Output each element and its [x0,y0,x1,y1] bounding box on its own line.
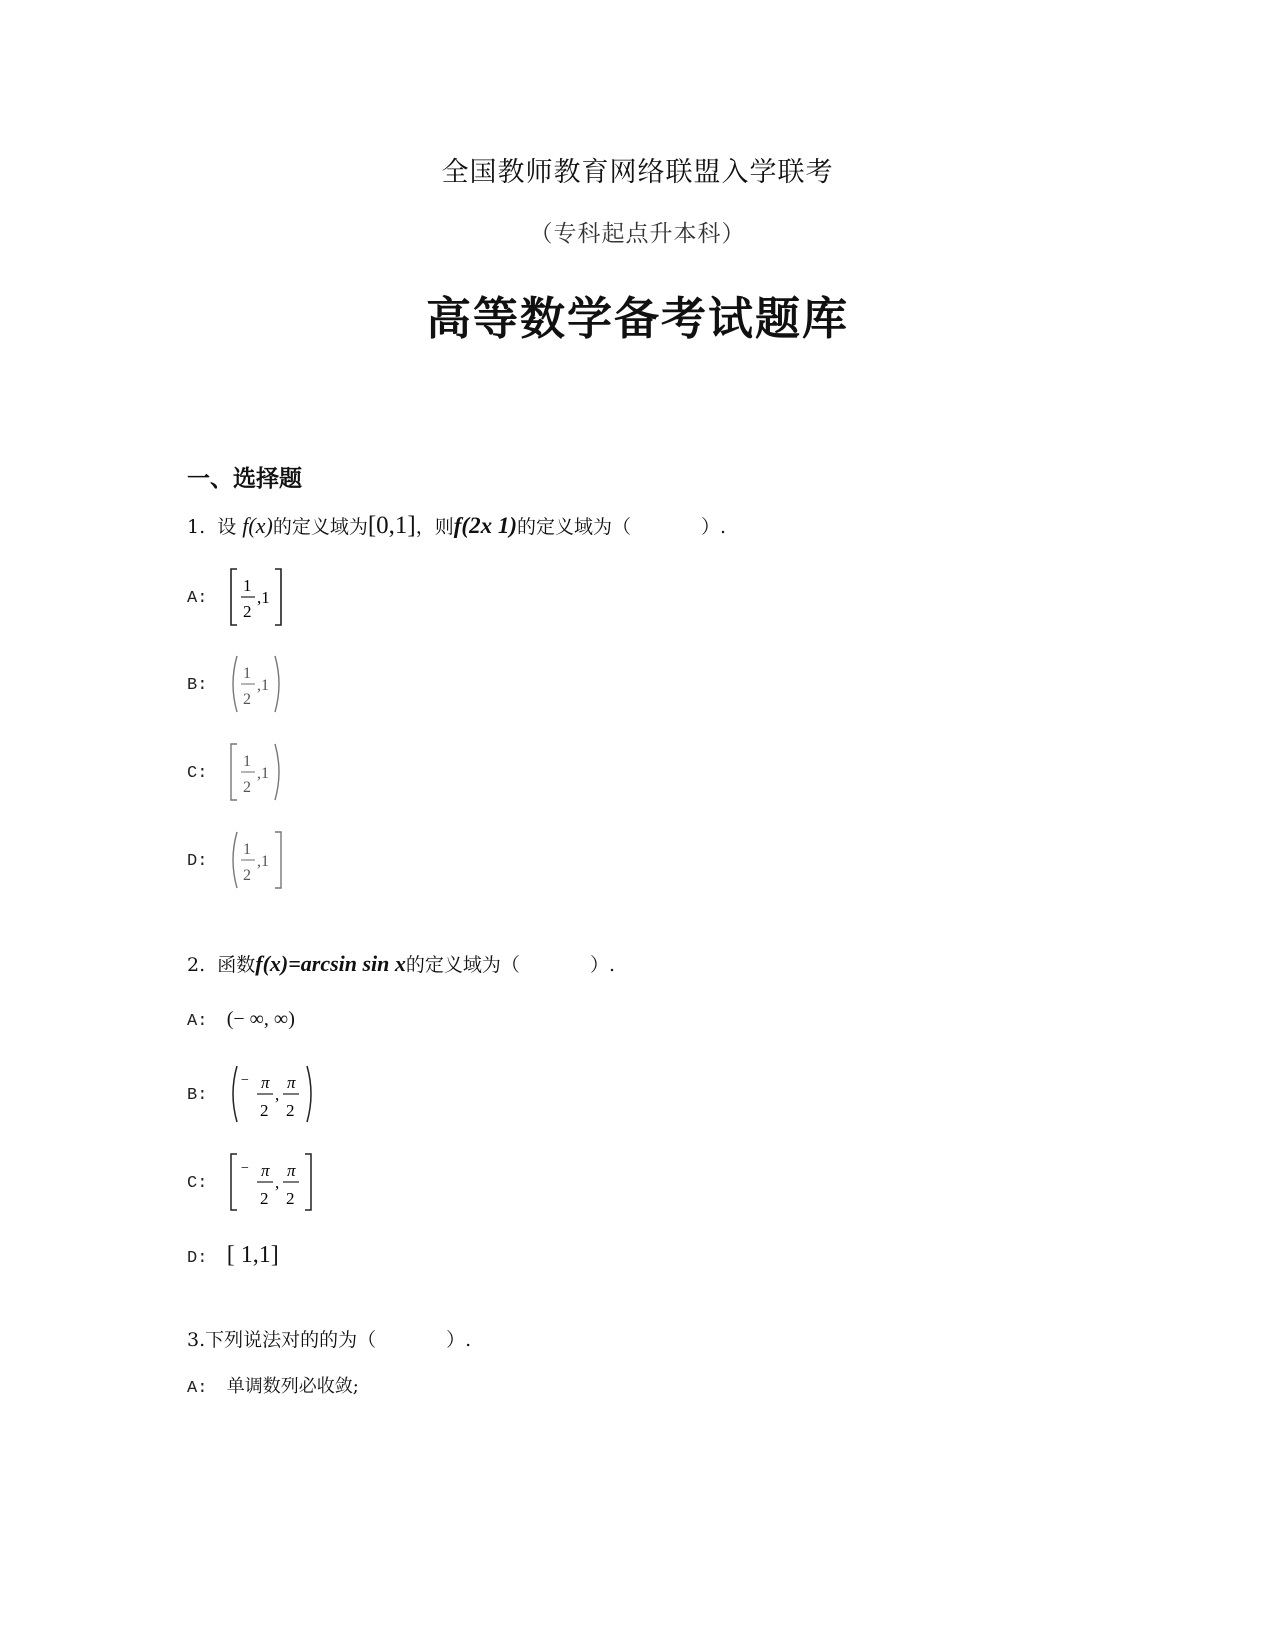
option-label: C: [187,1174,208,1193]
option-2c[interactable] [187,1150,327,1214]
math-f2x: f(2x 1) [453,513,517,538]
question-1-stem [187,512,726,540]
frac-den: 2 [259,1101,269,1120]
stem-text: 的定义域为（ [405,954,520,976]
math-arcsin-expr: f(x)=arcsin sin x [255,951,406,976]
interval-closed-svg [227,565,287,629]
stem-text: 下列说法对的的为（ [205,1329,377,1351]
svg-text:,: , [274,1173,279,1192]
interval-open-pi-svg [227,1062,327,1126]
option-3a[interactable] [187,1372,359,1398]
option-1a[interactable] [187,565,287,629]
frac-num: π [260,1073,270,1092]
document-title: 全国教师教育网络联盟入学联考 [441,157,834,188]
frac-num: 1 [242,753,251,770]
frac-den: 2 [285,1189,295,1208]
option-label: D: [187,852,208,871]
question-number: 1. [187,516,206,538]
frac-num: 1 [242,665,251,682]
frac-num: 1 [242,576,252,595]
document-main-title: 高等数学备考试题库 [425,292,849,345]
stem-text: 的定义域为 [272,516,368,538]
stem-text: ）. [589,954,615,976]
option-label: A: [187,1012,208,1031]
svg-text:−: − [240,1161,249,1176]
frac-den: 2 [285,1101,295,1120]
frac-den: 2 [242,779,251,796]
question-number: 3. [187,1329,206,1351]
svg-text:,: , [274,1085,279,1104]
stem-prefix: 函数 [217,954,256,976]
stem-text: ）. [446,1329,472,1351]
question-3-stem [187,1325,471,1352]
math-interval-infinity: (− ∞, ∞) [226,1008,295,1030]
frac-tail: ,1 [256,677,269,694]
interval-half-open-svg [227,740,287,804]
question-number: 2. [187,954,206,976]
frac-num: 1 [242,841,251,858]
option-2a[interactable] [187,1008,295,1031]
frac-tail: ,1 [256,765,269,782]
frac-tail: ,1 [256,853,269,870]
frac-num: π [286,1161,296,1180]
frac-den: 2 [242,602,252,621]
stem-text: 的定义域为（ [517,516,632,538]
math-interval-closed: [ 1,1] [226,1242,279,1268]
option-text: 单调数列必收敛; [226,1376,359,1397]
frac-den: 2 [242,867,251,884]
question-2-stem [187,950,615,977]
interval-half-open-svg [227,828,287,892]
option-1c[interactable] [187,740,287,804]
interval-closed-pi-svg [227,1150,327,1214]
option-1b[interactable] [187,652,287,716]
interval-open-svg [227,652,287,716]
option-1d[interactable] [187,828,287,892]
frac-den: 2 [259,1189,269,1208]
option-label: B: [187,1086,208,1105]
document-subtitle: （专科起点升本科） [529,221,746,247]
frac-num: π [260,1161,270,1180]
option-label: D: [187,1249,208,1268]
math-interval: [0,1] [367,512,416,539]
option-label: A: [187,1379,208,1398]
section-heading: 一、选择题 [187,466,302,492]
stem-text: ）. [701,516,727,538]
option-label: C: [187,764,208,783]
frac-tail: ,1 [256,588,270,607]
stem-prefix: 设 [217,516,237,538]
option-label: A: [187,589,208,608]
option-label: B: [187,676,208,695]
math-fx: f(x) [242,513,273,538]
frac-num: π [286,1073,296,1092]
frac-den: 2 [242,691,251,708]
option-2b[interactable] [187,1062,327,1126]
option-2d[interactable] [187,1242,279,1269]
stem-text: ，则 [415,516,454,538]
svg-text:−: − [240,1073,249,1088]
